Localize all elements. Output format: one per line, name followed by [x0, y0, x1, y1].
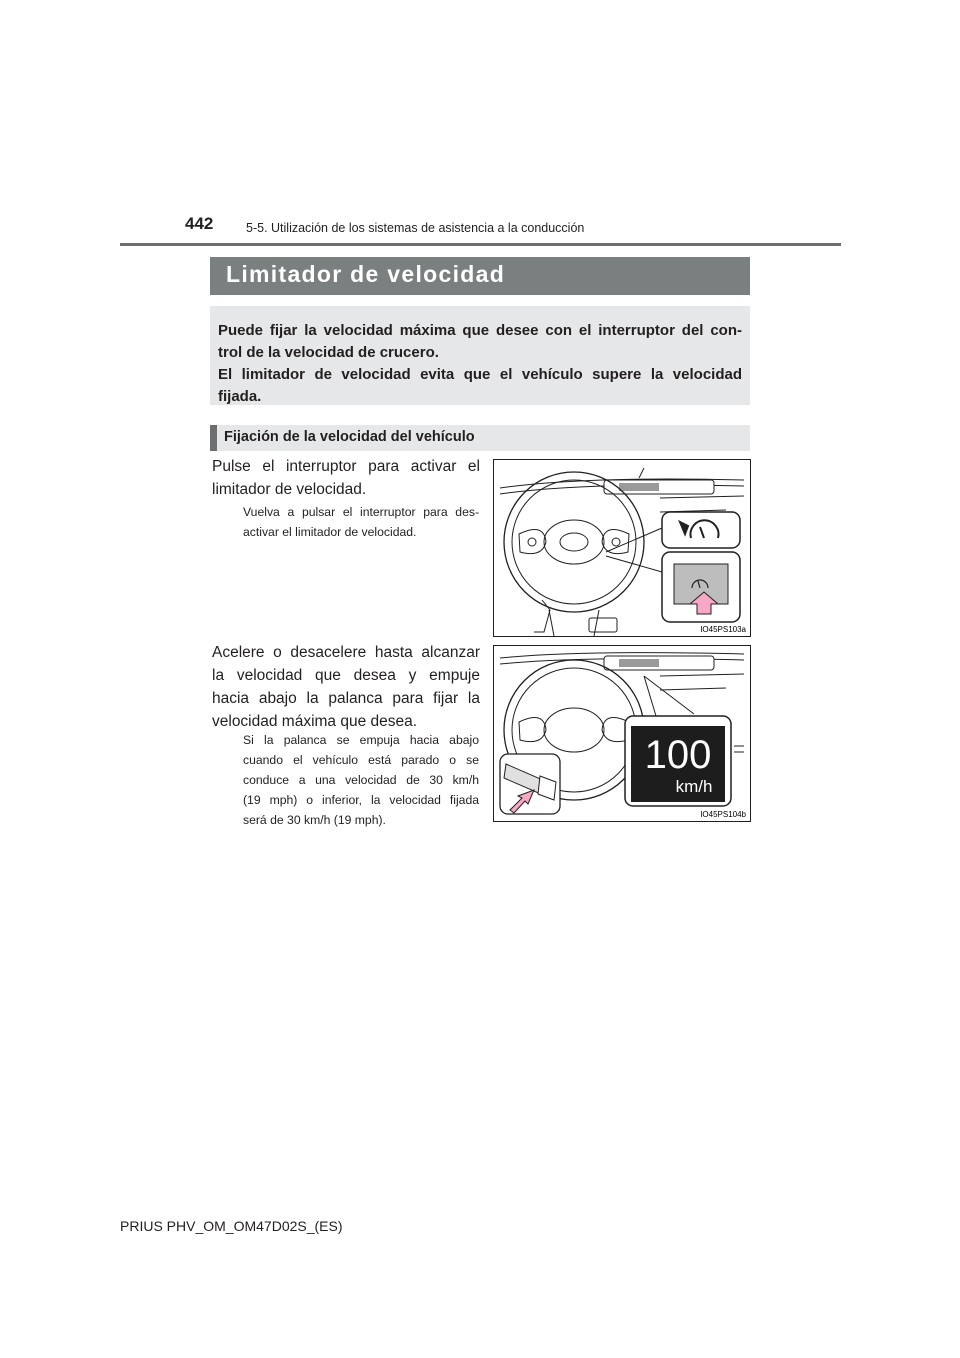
step2-line: hacia abajo la palanca para fijar la [212, 690, 480, 707]
step2-note-line: cuando el vehículo está parado o se [243, 753, 479, 767]
step2-note-line: será de 30 km/h (19 mph). [243, 813, 386, 827]
intro-line: trol de la velocidad de crucero. [218, 344, 439, 361]
subheading-bar [210, 425, 750, 451]
step2-line: la velocidad que desea y empuje [212, 667, 480, 684]
dashboard-lever-illustration [494, 646, 750, 821]
figure-code: IO45PS104b [700, 810, 746, 819]
title-bar [210, 257, 750, 295]
intro-line: Puede fijar la velocidad máxima que desee con el interruptor del con- [218, 322, 742, 339]
dashboard-illustration [494, 460, 750, 636]
step2-note-line: Si la palanca se empuja hacia abajo [243, 733, 479, 747]
step2-note-line: conduce a una velocidad de 30 km/h [243, 773, 479, 787]
footer-code: PRIUS PHV_OM_OM47D02S_(ES) [120, 1218, 343, 1234]
intro-box [210, 306, 750, 405]
step2-line: Acelere o desacelere hasta alcanzar [212, 644, 480, 661]
step1-note-line: Vuelva a pulsar el interruptor para des- [243, 505, 479, 519]
page-title: Limitador de velocidad [226, 261, 506, 287]
step2-note-line: (19 mph) o inferior, la velocidad fijada [243, 793, 479, 807]
header-rule [120, 243, 841, 246]
step1-line: Pulse el interruptor para activar el [212, 458, 480, 475]
step2-line: velocidad máxima que desea. [212, 713, 418, 730]
subheading: Fijación de la velocidad del vehículo [224, 429, 475, 445]
intro-line: fijada. [218, 388, 262, 405]
page-number: 442 [185, 214, 214, 233]
figure-set-speed [493, 645, 751, 822]
intro-line: El limitador de velocidad evita que el vehículo supere la velocidad [218, 366, 742, 383]
speed-value: 100 [644, 733, 712, 777]
figure-code: IO45PS103a [700, 625, 746, 634]
section-title: 5-5. Utilización de los sistemas de asistencia a la conducción [246, 221, 585, 235]
step1-note-line: activar el limitador de velocidad. [243, 525, 417, 539]
subheading-accent [210, 425, 217, 451]
speed-unit: km/h [675, 777, 713, 796]
figure-speed-limiter-switch [493, 459, 751, 637]
step1-line: limitador de velocidad. [212, 481, 367, 498]
